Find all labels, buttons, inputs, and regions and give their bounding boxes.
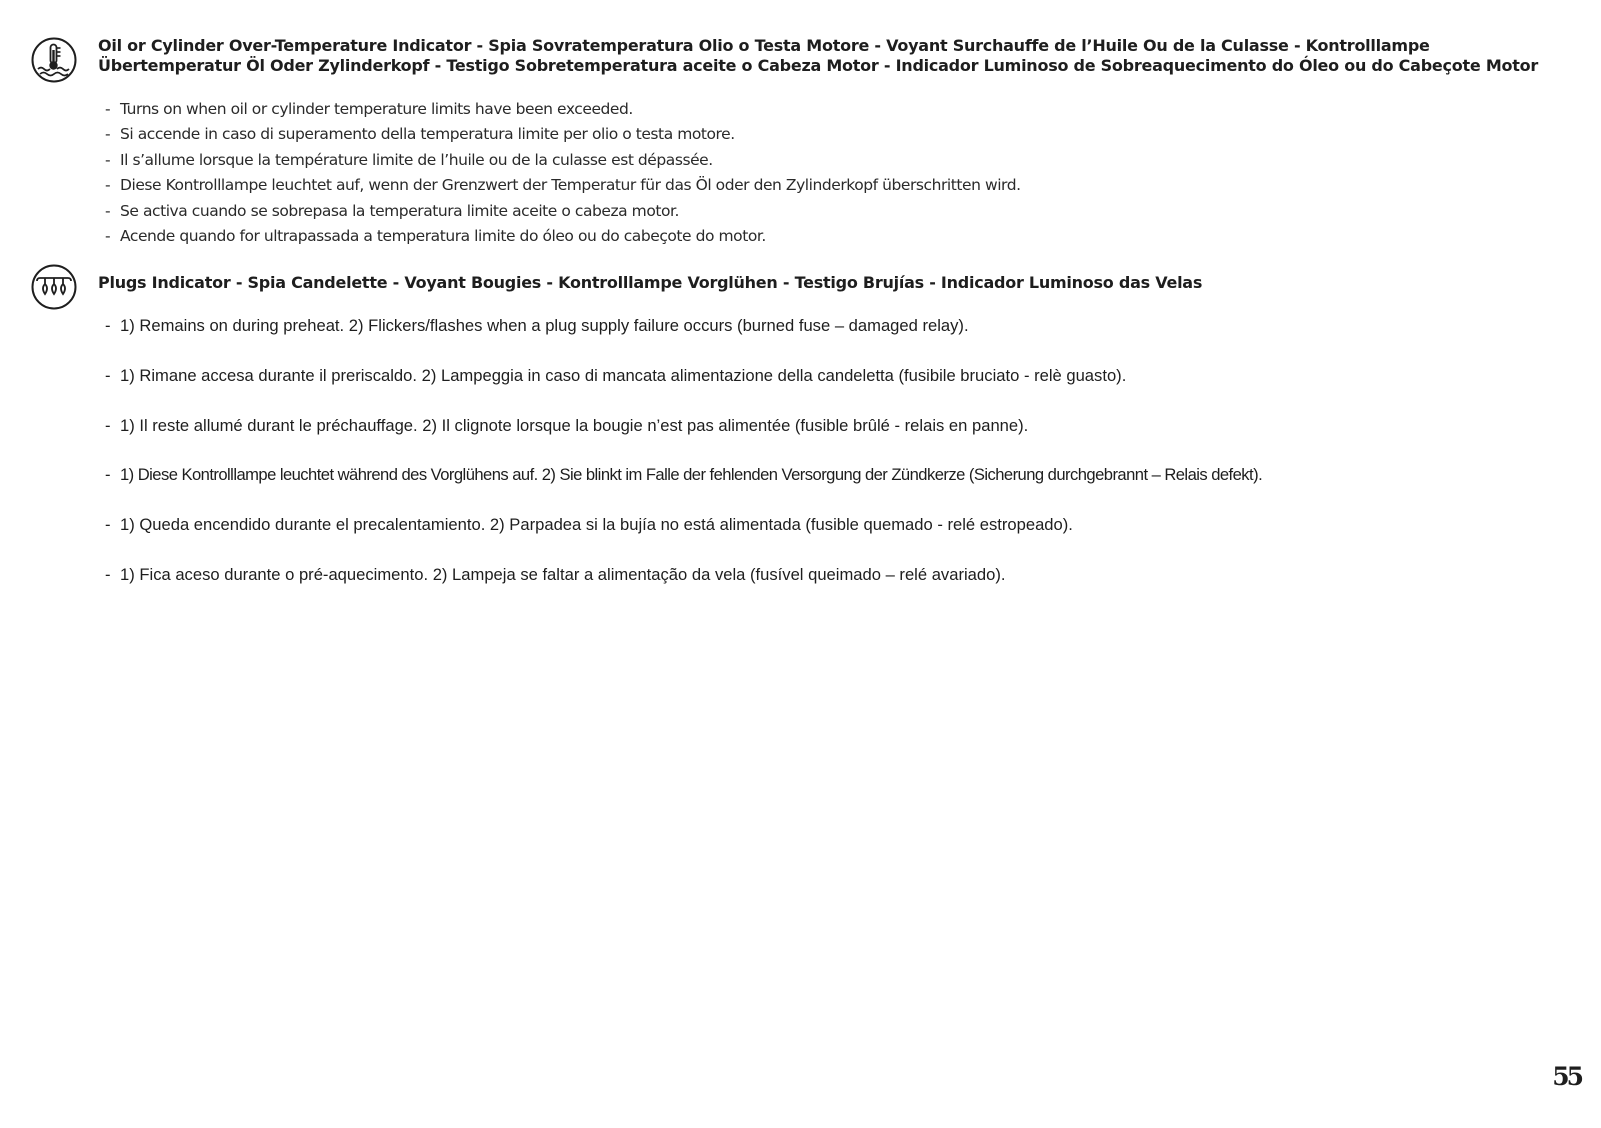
oil-temperature-warning-icon [31,37,77,83]
list-item: - Turns on when oil or cylinder temperature limits have been exceeded. [105,100,633,118]
oil-temperature-heading [98,36,1593,76]
list-item: - 1) Il reste allumé durant le préchauffage. 2) Il clignote lorsque la bougie n’est pas alimentée (fusible brûlé - relais en panne). [105,415,1029,435]
heading-line: Übertemperatur Öl Oder Zylinderkopf - Testigo Sobretemperatura aceite o Cabeza Motor - Indicador Luminoso de Sobreaquecimento do Óleo ou do Cabeçote Motor [98,56,1539,75]
list-item: - 1) Remains on during preheat. 2) Flickers/flashes when a plug supply failure occurs (burned fuse – damaged relay). [105,316,969,335]
glow-plug-description-list [105,316,1262,615]
heading-line: Oil or Cylinder Over-Temperature Indicator - Spia Sovratemperatura Olio o Testa Motore - Voyant Surchauffe de l’Huile Ou de la Culasse - Kontrolllampe [98,36,1430,55]
list-item: - 1) Fica aceso durante o pré-aquecimento. 2) Lampeja se faltar a alimentação da vela (fusível queimado – relé avariado). [105,564,1006,584]
list-item: - Diese Kontrolllampe leuchtet auf, wenn der Grenzwert der Temperatur für das Öl oder den Zylinderkopf überschritten wird. [105,176,1021,195]
heading-line: Plugs Indicator - Spia Candelette - Voyant Bougies - Kontrolllampe Vorglühen - Testigo Brujías - Indicador Luminoso das Velas [98,273,1203,292]
list-item: - 1) Queda encendido durante el precalentamiento. 2) Parpadea si la bujía no está alimentada (fusible quemado - relé estropeado). [105,515,1073,535]
list-item: - Se activa cuando se sobrepasa la temperatura limite aceite o cabeza motor. [105,201,679,220]
list-item: - Il s’allume lorsque la température limite de l’huile ou de la culasse est dépassée. [105,150,713,169]
oil-temperature-description-list [105,97,1021,249]
list-item: - Si accende in caso di superamento della temperatura limite per olio o testa motore. [105,125,735,144]
page-number: 55 [1552,1062,1581,1091]
list-item: - Acende quando for ultrapassada a temperatura limite do óleo ou do cabeçote do motor. [105,227,766,246]
glow-plug-heading [98,273,1593,293]
list-item: - 1) Rimane accesa durante il preriscaldo. 2) Lampeggia in caso di mancata alimentazione della candeletta (fusibile bruciato - relè guasto). [105,365,1127,385]
glow-plug-indicator-icon [31,264,77,310]
list-item: - 1) Diese Kontrolllampe leuchtet während des Vorglühens auf. 2) Sie blinkt im Falle der fehlenden Versorgung der Zündkerze (Sicherung durchgebrannt – Relais defekt). [105,465,1263,485]
